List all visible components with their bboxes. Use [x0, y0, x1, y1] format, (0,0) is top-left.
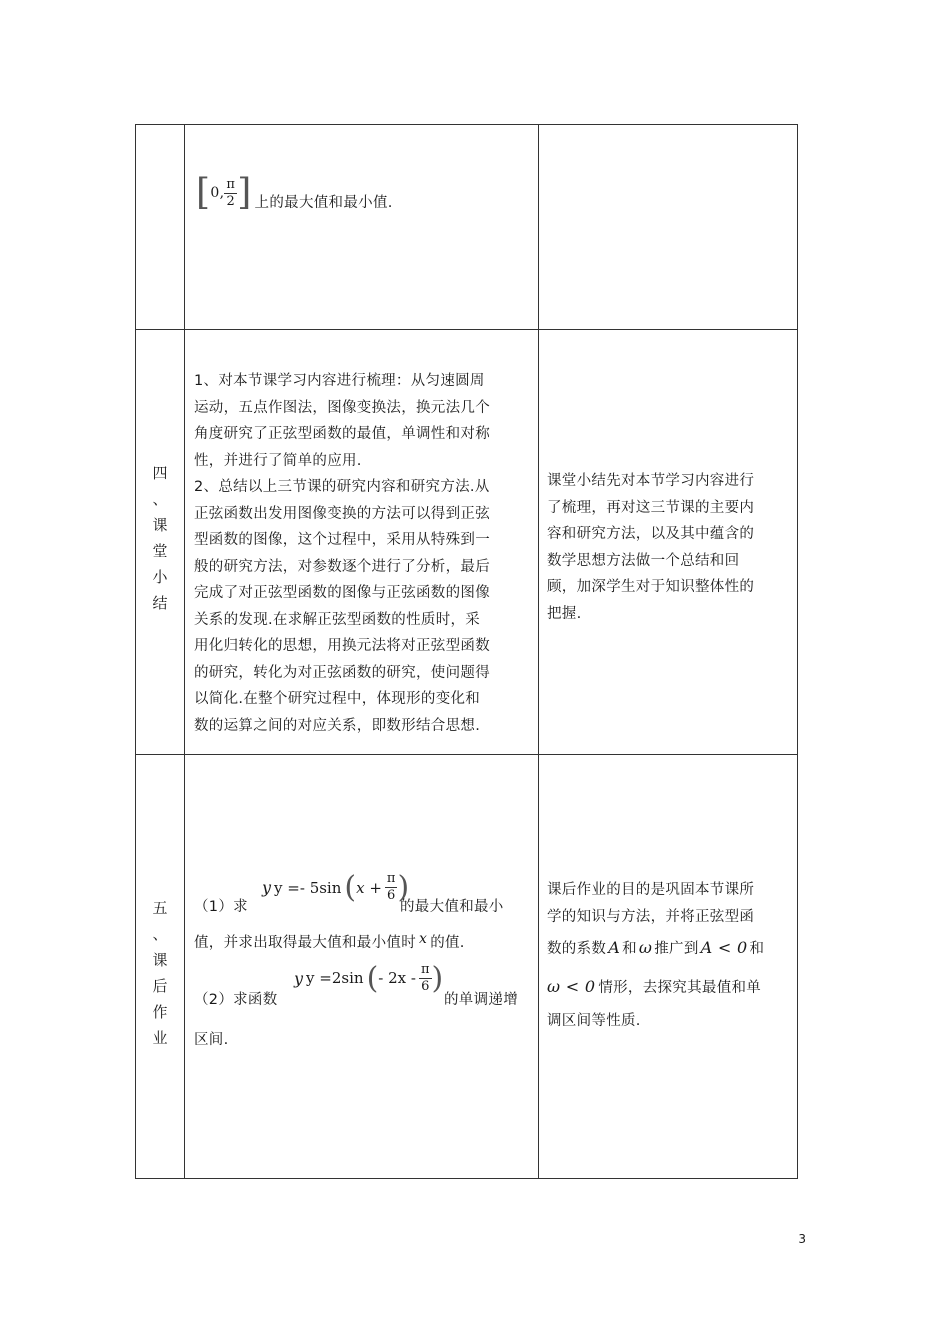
summary-content: 1、对本节课学习内容进行梳理：从匀速圆周 运动，五点作图法，图像变换法，换元法几个 角度研究了正弦型函数的最值，单调性和对称 性，并进行了简单的应用. 2、总结以上三节课的研究内容和研究方法.从 正弦函数出发用图像变换的方法可以得到正弦 型函数的图像，这个过程中，采用从特殊到一 般的研究方法，对参数逐个进行了分析，最后 完成了对正弦型函数的图像与正弦函数的图像 关系的发现.在求解正弦型函数的性质时，采 用化归转化的思想，用换元法将对正弦型函数 的研究，转化为对正弦函数的研究，使问题得 以简化.在整个研究过程中，体现形的变化和 数的运算之间的对应关系，即数形结合思想. [194, 373, 490, 734]
row1-content [196, 172, 536, 214]
homework-comment: 课后作业的目的是巩固本节课所 学的知识与方法，并将正弦型函 数的系数 A 和 ω 推广到 A < 0 和 ω < 0 情形，去探究其最值和单 调区间等性质. [547, 882, 765, 1029]
row1-text: 上的最大值和最小值. [254, 194, 393, 211]
q1-formula: y y =- 5sin ( x + $\frac{\pi}{6}$ ) [262, 870, 410, 905]
question-1-line-1: （1）求 y y =- 5sin ( x + $\frac{\pi}{6}$ ) 的最大值和最小 [194, 870, 504, 915]
question-1-line-2: 值，并求出取得最大值和最小值时 x 的值. [194, 931, 465, 951]
row-divider [136, 754, 797, 755]
homework-content [194, 870, 538, 1053]
summary-comment: 课堂小结先对本节学习内容进行 了梳理，再对这三节课的主要内 容和研究方法，以及其中蕴含的 数学思想方法做一个总结和回 顾，加深学生对于知识整体性的 把握. [547, 473, 755, 622]
interval-formula: [ 0, $\frac{\pi}{2}$ ] [196, 172, 252, 214]
q2-formula: y y =2sin ( - 2x - $\frac{\pi}{6}$ ) [294, 960, 444, 996]
question-2-line-1: （2）求函数 y y =2sin ( - 2x - $\frac{\pi}{6}$ ) 的单调递增 [194, 960, 518, 1008]
section-label-summary: 四 、 课 堂 小 结 [152, 464, 168, 612]
column-divider [538, 125, 539, 1178]
question-2-line-2: 区间. [194, 1031, 229, 1048]
lesson-table [135, 124, 798, 1179]
section-label-homework: 五 、 课 后 作 业 [152, 899, 168, 1047]
row-divider [136, 329, 797, 330]
page-number: 3 [798, 1232, 806, 1246]
column-divider [184, 125, 185, 1178]
